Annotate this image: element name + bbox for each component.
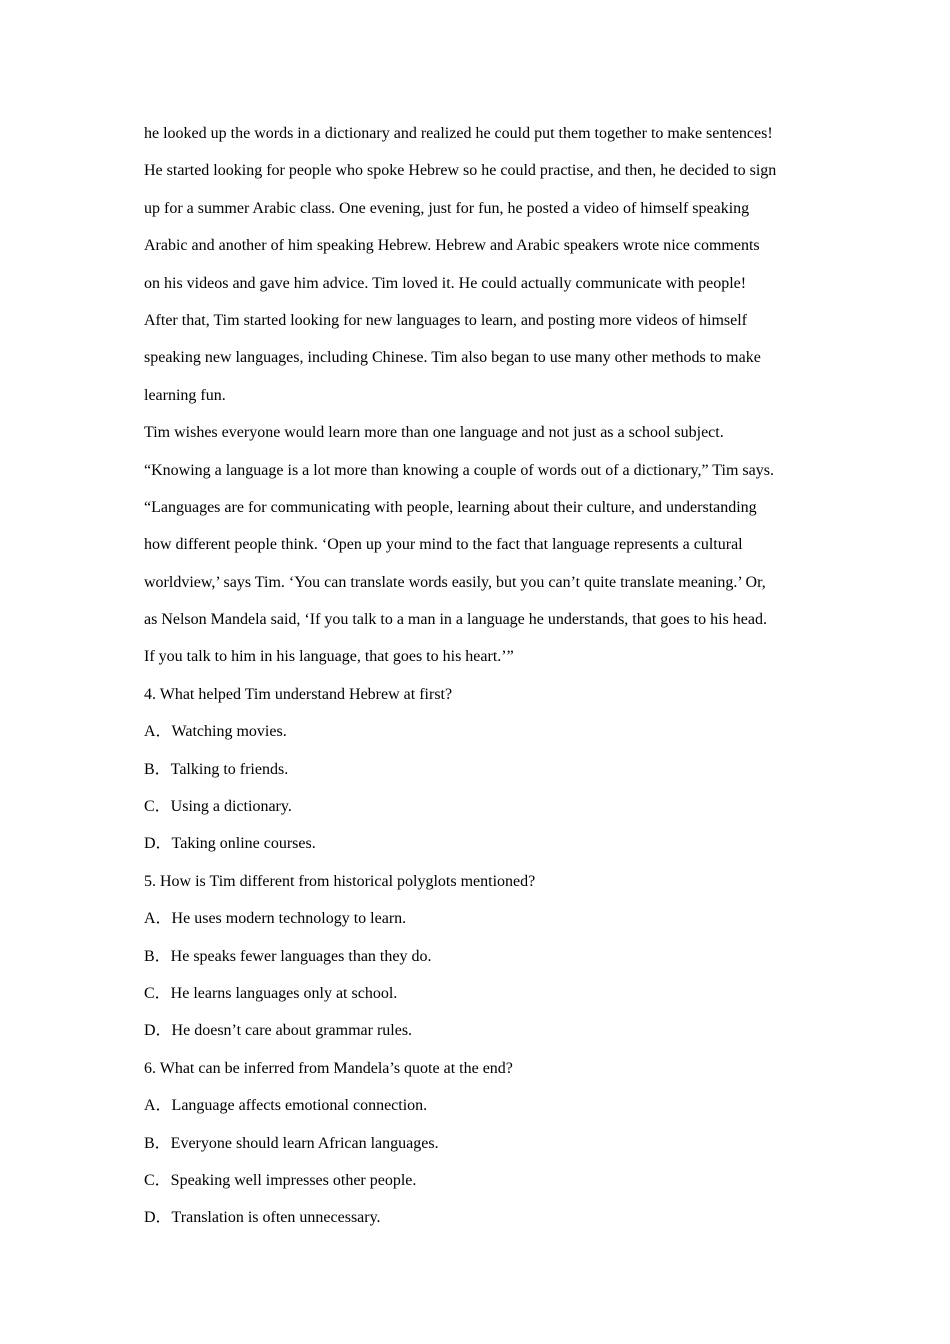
answer-option-a: A．He uses modern technology to learn. [144,910,407,928]
question-stem: 5. How is Tim different from historical polyglots mentioned? [144,872,536,890]
question-5 [144,863,824,1050]
answer-option-b: B．Everyone should learn African languages. [144,1134,439,1152]
question-4 [144,676,824,863]
passage-line: worldview,’ says Tim. ‘You can translate words easily, but you can’t quite translate meaning.’ Or, [144,573,766,591]
passage-line: If you talk to him in his language, that goes to his heart.’” [144,648,514,666]
passage-line: as Nelson Mandela said, ‘If you talk to a man in a language he understands, that goes to his head. [144,611,767,629]
passage-line: up for a summer Arabic class. One evening, just for fun, he posted a video of himself speaking [144,199,750,217]
passage-line: After that, Tim started looking for new languages to learn, and posting more videos of himself [144,311,747,329]
reading-passage [144,115,824,676]
passage-line: Arabic and another of him speaking Hebrew. Hebrew and Arabic speakers wrote nice comments [144,237,760,255]
passage-line: learning fun. [144,386,226,404]
passage-line: “Knowing a language is a lot more than knowing a couple of words out of a dictionary,” Tim says. [144,461,774,479]
document-page [144,115,824,1237]
answer-option-b: B．He speaks fewer languages than they do. [144,947,432,965]
answer-option-a: A．Language affects emotional connection. [144,1097,428,1115]
answer-option-c: C．Using a dictionary. [144,798,292,816]
passage-line: how different people think. ‘Open up your mind to the fact that language represents a cultural [144,536,743,554]
passage-line: He started looking for people who spoke Hebrew so he could practise, and then, he decided to sign [144,162,777,180]
question-stem: 6. What can be inferred from Mandela’s quote at the end? [144,1059,513,1077]
answer-option-d: D．Translation is often unnecessary. [144,1209,381,1227]
passage-line: speaking new languages, including Chinese. Tim also began to use many other methods to make [144,349,761,367]
answer-option-d: D．He doesn’t care about grammar rules. [144,1022,413,1040]
passage-line: on his videos and gave him advice. Tim loved it. He could actually communicate with people! [144,274,747,292]
question-6 [144,1050,824,1237]
question-stem: 4. What helped Tim understand Hebrew at first? [144,685,453,703]
passage-line: he looked up the words in a dictionary and realized he could put them together to make sentences! [144,125,773,142]
answer-option-c: C．He learns languages only at school. [144,984,398,1002]
answer-option-c: C．Speaking well impresses other people. [144,1171,417,1189]
answer-option-b: B．Talking to friends. [144,760,289,778]
answer-option-d: D．Taking online courses. [144,835,316,853]
passage-line: Tim wishes everyone would learn more than one language and not just as a school subject. [144,424,724,442]
passage-line: “Languages are for communicating with people, learning about their culture, and understanding [144,498,757,516]
answer-option-a: A．Watching movies. [144,723,287,741]
